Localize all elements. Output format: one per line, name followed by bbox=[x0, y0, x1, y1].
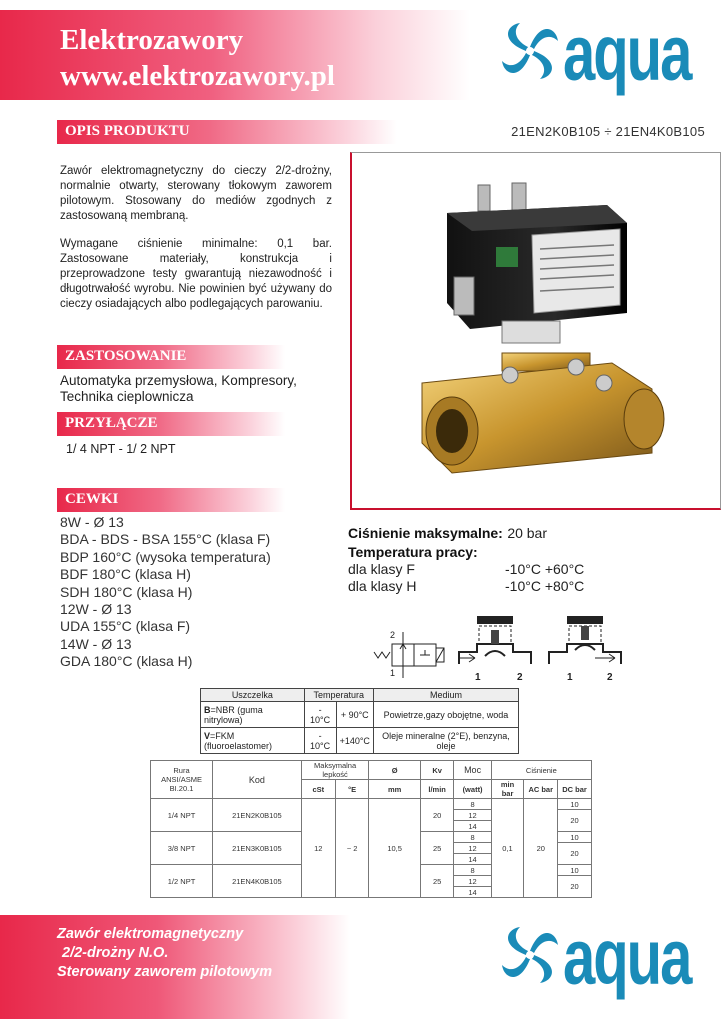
header-ansi: ANSI/ASME bbox=[161, 775, 202, 784]
port-label-1: 1 bbox=[390, 668, 396, 678]
section-header-cewki bbox=[57, 488, 285, 512]
kod-cell: 21EN2K0B105 bbox=[213, 799, 302, 832]
coil-line: 14W - Ø 13 bbox=[60, 635, 132, 652]
description-para2: Wymagane ciśnienie minimalne: 0,1 bar. Zastosowane materiały, konstrukcja i przeprowadzone testy gwarantują niezawodność i długotrwałość wyrobu. Nie powinien być używany do cieczy osiadających albo podlegających parowaniu. bbox=[60, 238, 332, 310]
cross-section-diagram-b bbox=[545, 612, 625, 684]
coil-line: 12W - Ø 13 bbox=[60, 601, 132, 618]
header-bi: BI.20.1 bbox=[169, 784, 194, 793]
dc-cell: 10 bbox=[558, 799, 592, 810]
aqua-logo-top bbox=[497, 9, 717, 98]
rura-cell: 3/8 NPT bbox=[151, 832, 213, 865]
seal-tmax: +140°C bbox=[336, 728, 373, 754]
moc-cell: 14 bbox=[454, 887, 491, 898]
header-lmin: l/min bbox=[420, 780, 454, 799]
cst-cell: 12 bbox=[301, 799, 335, 898]
seal-medium: Powietrze,gazy obojętne, woda bbox=[373, 702, 518, 728]
dc-cell: 10 bbox=[558, 832, 592, 843]
solenoid-valve-image bbox=[352, 153, 720, 508]
coil-line: 8W - Ø 13 bbox=[60, 514, 124, 530]
footer-line2: 2/2-drożny N.O. bbox=[62, 945, 169, 961]
moc-cell: 12 bbox=[454, 876, 491, 887]
valve-section-open-icon bbox=[545, 612, 625, 674]
specs-block bbox=[348, 525, 668, 595]
seal-name: =FKM (fluoroelastomer) bbox=[204, 730, 273, 751]
seal-tmin: - 10°C bbox=[304, 702, 336, 728]
seal-medium: Oleje mineralne (2°E), benzyna, oleje bbox=[373, 728, 518, 754]
class-h-value: -10°C +80°C bbox=[505, 578, 585, 594]
seals-table bbox=[200, 688, 519, 754]
moc-cell: 14 bbox=[454, 854, 491, 865]
class-f-value: -10°C +60°C bbox=[505, 561, 585, 577]
page-title: Elektrozawory bbox=[60, 24, 244, 56]
table-row bbox=[201, 728, 519, 754]
coil-list bbox=[60, 514, 271, 671]
pressure-value: 20 bar bbox=[507, 525, 548, 541]
coil-line: SDH 180°C (klasa H) bbox=[60, 583, 193, 600]
seals-header-medium: Medium bbox=[373, 689, 518, 702]
coil-line: BDF 180°C (klasa H) bbox=[60, 566, 191, 583]
seal-tmax: + 90°C bbox=[336, 702, 373, 728]
port-label-2: 2 bbox=[390, 630, 396, 640]
logo-wordmark: aqua bbox=[563, 913, 691, 1002]
ac-bar-cell: 20 bbox=[524, 799, 558, 898]
aqua-logo-bottom bbox=[497, 913, 717, 1002]
mm-cell: 10,5 bbox=[369, 799, 420, 898]
section-a-port1: 1 bbox=[475, 672, 481, 683]
connection-sizes: 1/ 4 NPT - 1/ 2 NPT bbox=[66, 442, 176, 456]
moc-cell: 14 bbox=[454, 821, 491, 832]
kod-cell: 21EN4K0B105 bbox=[213, 865, 302, 898]
moc-cell: 8 bbox=[454, 832, 491, 843]
description-para1: Zawór elektromagnetyczny do cieczy 2/2-drożny, normalnie otwarty, sterowany tłokowym zaworem pilotowym. Stosowany do mediów zgodnych z zastosowaną membraną. bbox=[60, 165, 332, 222]
section-a-port2: 2 bbox=[517, 672, 523, 683]
header-kod: Kod bbox=[213, 761, 302, 799]
header-mm: mm bbox=[369, 780, 420, 799]
coil-line: UDA 155°C (klasa F) bbox=[60, 618, 191, 635]
footer-line3: Sterowany zaworem pilotowym bbox=[57, 964, 273, 980]
section-header-opis bbox=[57, 120, 397, 144]
header-lepkosc: Maksymalna lepkość bbox=[301, 761, 369, 780]
section-header-zastosowanie bbox=[57, 345, 285, 369]
temperature-label: Temperatura pracy: bbox=[348, 544, 478, 560]
seal-tmin: - 10°C bbox=[304, 728, 336, 754]
valve-section-icon bbox=[455, 612, 535, 674]
moc-cell: 12 bbox=[454, 843, 491, 854]
product-codes: 21EN2K0B105 ÷ 21EN4K0B105 bbox=[511, 124, 705, 139]
header-bar: bar bbox=[501, 789, 514, 798]
section-b-port2: 2 bbox=[607, 672, 613, 683]
coil-line: GDA 180°C (klasa H) bbox=[60, 653, 193, 670]
section-header-przylacze bbox=[57, 412, 285, 436]
header-min: min bbox=[500, 780, 515, 789]
coil-line: BDP 160°C (wysoka temperatura) bbox=[60, 548, 271, 565]
kv-cell: 25 bbox=[420, 865, 454, 898]
application-line2: Technika cieplownicza bbox=[60, 389, 194, 404]
header-ac: AC bar bbox=[524, 780, 558, 799]
rura-cell: 1/4 NPT bbox=[151, 799, 213, 832]
logo-swirl-icon bbox=[497, 922, 563, 988]
product-photo-frame bbox=[350, 152, 721, 510]
dc-cell: 20 bbox=[558, 843, 592, 865]
specs-table bbox=[150, 760, 592, 898]
section-b-port1: 1 bbox=[567, 672, 573, 683]
coil-line: BDA - BDS - BSA 155°C (klasa F) bbox=[60, 531, 271, 548]
valve-symbol-diagram bbox=[360, 630, 450, 682]
header-dc: DC bar bbox=[558, 780, 592, 799]
header-kv: Kv bbox=[420, 761, 454, 780]
header-rura: Rura bbox=[173, 766, 190, 775]
class-f-label: dla klasy F bbox=[348, 561, 415, 577]
section-title-opis: OPIS PRODUKTU bbox=[65, 123, 190, 139]
dc-cell: 20 bbox=[558, 810, 592, 832]
table-row bbox=[151, 799, 592, 810]
kod-cell: 21EN3K0B105 bbox=[213, 832, 302, 865]
seal-name: =NBR (guma nitrylowa) bbox=[204, 704, 263, 725]
dc-cell: 20 bbox=[558, 876, 592, 898]
section-title-cewki: CEWKI bbox=[65, 491, 119, 507]
logo-swirl-icon bbox=[497, 18, 563, 84]
moc-cell: 12 bbox=[454, 810, 491, 821]
min-bar-cell: 0,1 bbox=[491, 799, 524, 898]
seal-code: V bbox=[204, 730, 211, 741]
moc-cell: 8 bbox=[454, 799, 491, 810]
section-title-zastosowanie: ZASTOSOWANIE bbox=[65, 348, 187, 364]
section-title-przylacze: PRZYŁĄCZE bbox=[65, 415, 158, 431]
application-line1: Automatyka przemysłowa, Kompresory, bbox=[60, 373, 297, 388]
header-moc: Moc bbox=[454, 761, 491, 780]
seal-code: B bbox=[204, 704, 211, 715]
seals-header-uszczelka: Uszczelka bbox=[201, 689, 305, 702]
seals-header-temperatura: Temperatura bbox=[304, 689, 373, 702]
moc-cell: 8 bbox=[454, 865, 491, 876]
website-url[interactable]: www.elektrozawory.pl bbox=[60, 60, 335, 92]
rura-cell: 1/2 NPT bbox=[151, 865, 213, 898]
logo-wordmark: aqua bbox=[563, 9, 691, 98]
cross-section-diagram-a bbox=[455, 612, 535, 684]
pressure-label: Ciśnienie maksymalne: bbox=[348, 525, 503, 541]
e-cell: ~ 2 bbox=[335, 799, 369, 898]
header-e: °E bbox=[335, 780, 369, 799]
kv-cell: 20 bbox=[420, 799, 454, 832]
table-row bbox=[201, 702, 519, 728]
footer-line1: Zawór elektromagnetyczny bbox=[57, 926, 244, 942]
header-phi: Ø bbox=[369, 761, 420, 780]
header-watt: (watt) bbox=[454, 780, 491, 799]
header-cisnienie: Ciśnienie bbox=[491, 761, 591, 780]
class-h-label: dla klasy H bbox=[348, 578, 417, 594]
valve-symbol-icon bbox=[360, 630, 450, 682]
dc-cell: 10 bbox=[558, 865, 592, 876]
kv-cell: 25 bbox=[420, 832, 454, 865]
header-cst: cSt bbox=[301, 780, 335, 799]
